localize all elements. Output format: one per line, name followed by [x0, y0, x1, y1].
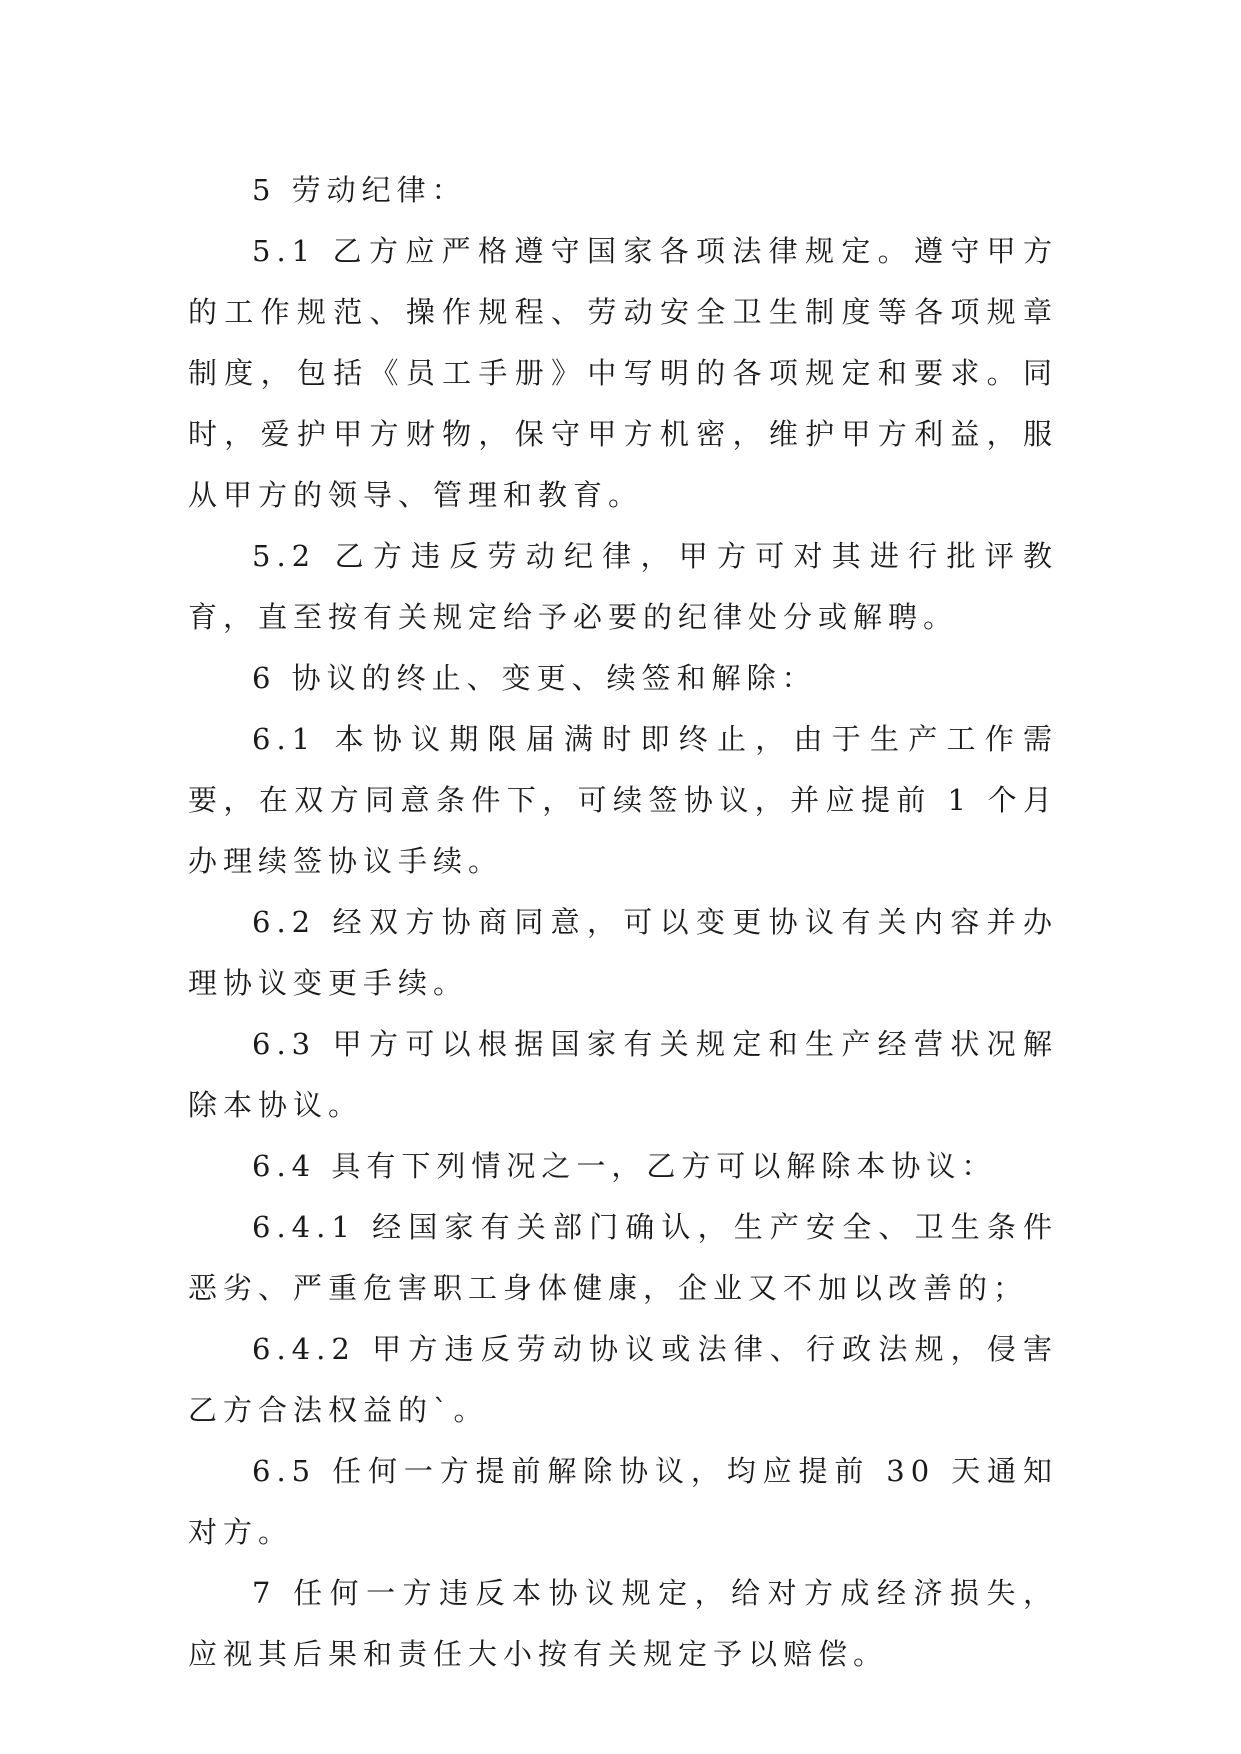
paragraph-5-2: 5.2 乙方违反劳动纪律，甲方可对其进行批评教育，直至按有关规定给予必要的纪律处分或解聘。 [188, 539, 1058, 634]
paragraph-6-3: 6.3 甲方可以根据国家有关规定和生产经营状况解除本协议。 [188, 1027, 1058, 1122]
paragraph-6-4: 6.4 具有下列情况之一，乙方可以解除本协议： [252, 1149, 997, 1183]
document-body [188, 160, 1058, 1685]
paragraph-6-1: 6.1 本协议期限届满时即终止，由于生产工作需要，在双方同意条件下，可续签协议，并应提前 1 个月办理续签协议手续。 [188, 722, 1058, 878]
paragraph-5-heading: 5 劳动纪律： [252, 173, 467, 207]
paragraph-6-4-1: 6.4.1 经国家有关部门确认，生产安全、卫生条件恶劣、严重危害职工身体健康，企业又不加以改善的； [188, 1210, 1058, 1305]
paragraph-6-5: 6.5 任何一方提前解除协议，均应提前 30 天通知对方。 [188, 1454, 1058, 1549]
paragraph-6-heading: 6 协议的终止、变更、续签和解除： [252, 661, 817, 695]
paragraph-6-2: 6.2 经双方协商同意，可以变更协议有关内容并办理协议变更手续。 [188, 905, 1058, 1000]
paragraph-5-1: 5.1 乙方应严格遵守国家各项法律规定。遵守甲方的工作规范、操作规程、劳动安全卫生制度等各项规章制度，包括《员工手册》中写明的各项规定和要求。同时，爱护甲方财物，保守甲方机密，维护甲方利益，服从甲方的领导、管理和教育。 [188, 234, 1058, 512]
paragraph-7: 7 任何一方违反本协议规定，给对方成经济损失，应视其后果和责任大小按有关规定予以赔偿。 [188, 1576, 1058, 1671]
paragraph-6-4-2: 6.4.2 甲方违反劳动协议或法律、行政法规，侵害乙方合法权益的`。 [188, 1332, 1058, 1427]
